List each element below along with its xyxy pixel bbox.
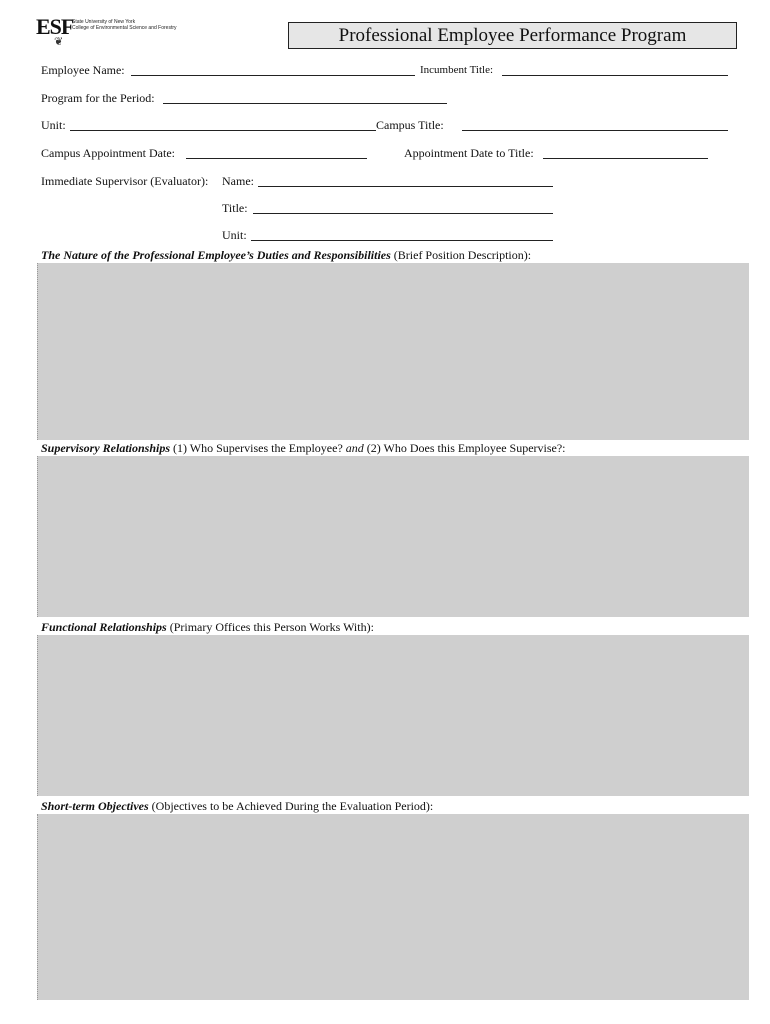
objectives-textarea[interactable] xyxy=(37,814,749,1000)
supervisory-note-1: (1) Who Supervises the Employee? xyxy=(170,441,346,455)
form-title: Professional Employee Performance Program xyxy=(288,22,737,49)
supervisor-unit-field[interactable] xyxy=(251,240,553,241)
supervisor-name-field[interactable] xyxy=(258,186,553,187)
supervisor-unit-label: Unit: xyxy=(222,228,247,242)
supervisor-title-field[interactable] xyxy=(253,213,553,214)
functional-textarea[interactable] xyxy=(37,635,749,796)
logo-text xyxy=(72,19,177,31)
logo-line-2: College of Environmental Science and Forestry xyxy=(72,25,177,31)
supervisory-section-heading xyxy=(41,441,566,455)
functional-section-heading xyxy=(41,620,374,634)
functional-heading: Functional Relationships xyxy=(41,620,167,634)
program-period-label: Program for the Period: xyxy=(41,91,155,105)
unit-label: Unit: xyxy=(41,118,66,132)
supervisory-heading: Supervisory Relationships xyxy=(41,441,171,455)
supervisory-note-2: (2) Who Does this Employee Supervise?: xyxy=(363,441,566,455)
campus-title-label: Campus Title: xyxy=(376,118,444,132)
objectives-heading: Short-term Objectives xyxy=(41,799,149,813)
employee-name-field[interactable] xyxy=(131,75,415,76)
employee-name-label: Employee Name: xyxy=(41,63,125,77)
campus-appointment-date-label: Campus Appointment Date: xyxy=(41,146,175,160)
appointment-date-to-title-field[interactable] xyxy=(543,158,708,159)
logo-mark: ESF xyxy=(36,14,74,39)
nature-section-heading xyxy=(41,248,531,262)
appointment-date-to-title-label: Appointment Date to Title: xyxy=(404,146,534,160)
incumbent-title-field[interactable] xyxy=(502,75,728,76)
esf-logo xyxy=(36,16,196,50)
campus-title-field[interactable] xyxy=(462,130,728,131)
campus-appointment-date-field[interactable] xyxy=(186,158,367,159)
supervisor-label: Immediate Supervisor (Evaluator): xyxy=(41,174,209,188)
logo-line-1: State University of New York xyxy=(72,19,136,25)
supervisory-textarea[interactable] xyxy=(37,456,749,617)
incumbent-title-label: Incumbent Title: xyxy=(420,64,494,76)
nature-heading: The Nature of the Professional Employee’s Duties and Responsibilities xyxy=(41,248,391,262)
supervisory-and: and xyxy=(345,441,364,455)
supervisor-title-label: Title: xyxy=(222,201,248,215)
objectives-section-heading xyxy=(41,799,433,813)
nature-note: (Brief Position Description): xyxy=(390,248,532,262)
supervisor-name-label: Name: xyxy=(222,174,254,188)
objectives-note: (Objectives to be Achieved During the Evaluation Period): xyxy=(148,799,434,813)
program-period-field[interactable] xyxy=(163,103,447,104)
nature-textarea[interactable] xyxy=(37,263,749,440)
functional-note: (Primary Offices this Person Works With): xyxy=(166,620,374,634)
leaf-icon: ❦ xyxy=(54,36,64,48)
unit-field[interactable] xyxy=(70,130,376,131)
